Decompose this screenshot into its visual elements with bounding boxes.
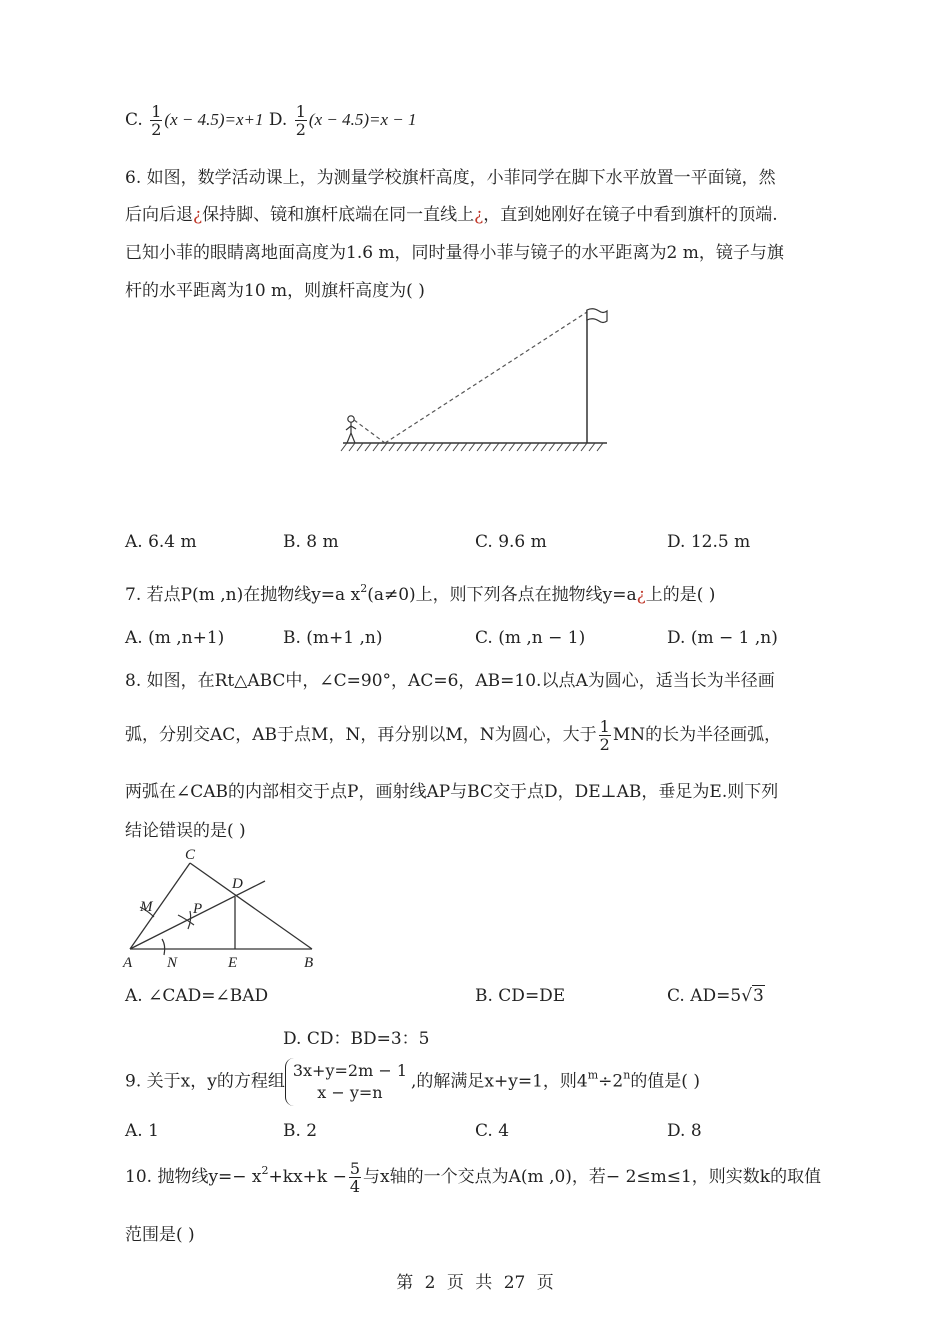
q9-option-c: C. 4 [475,1121,510,1141]
mirror-to-flag-ray [385,312,587,443]
svg-text:P: P [193,901,203,917]
q8-line1: 8. 如图，在Rt△ABC中，∠C=90°，AC=6，AB=10.以点A为圆心，适当长为半径画 [125,671,775,691]
q8-line3: 两弧在∠CAB的内部相交于点P，画射线AP与BC交于点D，DE⊥AB，垂足为E.则下列 [125,782,779,802]
q6-line4: 杆的水平距离为10 m，则旗杆高度为( ) [125,281,425,301]
q9-option-a: A. 1 [125,1121,159,1141]
q5-opt-d-expr: (x − 4.5)=x − 1 [308,110,417,129]
q6-line3: 已知小菲的眼睛离地面高度为1.6 m，同时量得小菲与镜子的水平距离为2 m，镜子与旗 [125,243,784,263]
q7-option-d: D. (m − 1 ,n) [667,628,778,648]
q5-opt-d-fraction: $\frac{1}{2}$ [295,102,306,139]
page-footer: 第 2 页 共 27 页 [396,1273,554,1293]
q9-option-b: B. 2 [283,1121,318,1141]
q6-line1: 6. 如图，数学活动课上，为测量学校旗杆高度，小菲同学在脚下水平放置一平面镜，然 [125,168,776,188]
arc-N [162,939,165,955]
q9-stem: 9. 关于x，y的方程组 3x+y=2m − 1 x − y=n ,的解满足x+y=1，则$4^m\div 2^n$的值是( ) [125,1058,700,1106]
flag [587,309,607,323]
svg-text:D: D [232,876,243,892]
q5-options [125,103,417,138]
q8-option-a: A. ∠CAD=∠BAD [125,986,269,1006]
q7-option-b: B. (m+1 ,n) [283,628,383,648]
q8-half-fraction: $\frac{1}{2}$ [599,717,610,754]
q9-equation-system: 3x+y=2m − 1 x − y=n [285,1058,411,1106]
q8-line2: 弧，分别交AC，AB于点M，N，再分别以M，N为圆心，大于 $\frac{1}{2}$ MN的长为半径画弧， [125,717,782,754]
svg-text:B: B [304,955,314,971]
q5-opt-c-expr: (x − 4.5)=x+1 [164,110,264,129]
q8-triangle-figure [120,845,330,975]
q6-option-d: D. 12.5 m [667,532,751,552]
q6-option-c: C. 9.6 m [475,532,547,552]
q7-stem: 7. 若点P(m ,n)在抛物线y=a $x^2(a\ne 0)$上，则下列各点在抛物线y=a¿上的是( ) [125,582,716,605]
q8-option-d: D. CD：BD=3：5 [283,1029,430,1049]
q6-flagpole-figure [335,305,615,460]
q10-stem: 10. 抛物线$y=- x^2+kx+k$ − $\frac{5}{4}$ 与x轴的一个交点为A(m ,0)，若− 2≤m≤1，则实数k的取值 [125,1159,822,1196]
q7-option-a: A. (m ,n+1) [125,628,225,648]
q8-line4: 结论错误的是( ) [125,821,246,841]
q6-option-b: B. 8 m [283,532,339,552]
q7-option-c: C. (m ,n − 1) [475,628,586,648]
svg-text:N: N [167,955,178,971]
svg-text:M: M [140,899,153,915]
eye-to-mirror-ray [354,420,385,443]
svg-text:C: C [185,847,196,863]
q6-option-a: A. 6.4 m [125,532,197,552]
q5-opt-d-label: D. [268,110,288,130]
ground-hatch [341,443,603,451]
q10-fraction: $\frac{5}{4}$ [349,1159,361,1196]
q5-opt-c-label: C. [125,110,143,130]
q8-option-b: B. CD=DE [475,986,566,1006]
q8-option-c: C. AD=5√3 [667,986,764,1006]
svg-text:A: A [123,955,133,971]
q5-opt-c-fraction: $\frac{1}{2}$ [151,102,162,139]
svg-text:E: E [228,955,238,971]
q9-option-d: D. 8 [667,1121,702,1141]
q10-line2: 范围是( ) [125,1225,195,1245]
q6-line2: 后向后退¿保持脚、镜和旗杆底端在同一直线上¿，直到她刚好在镜子中看到旗杆的顶端. [125,205,778,225]
